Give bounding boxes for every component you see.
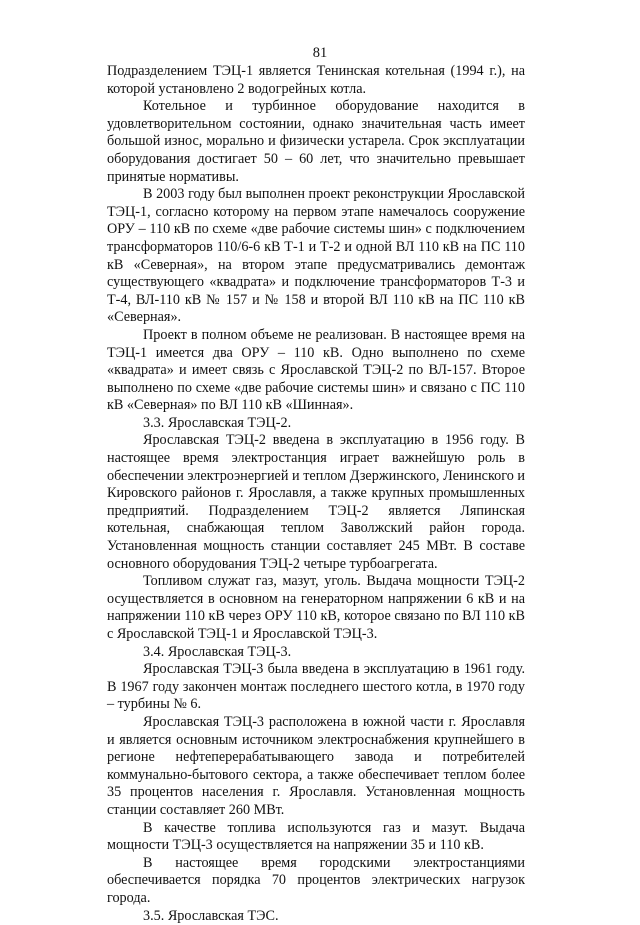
paragraph: Ярославская ТЭЦ-3 расположена в южной части г. Ярославля и является основным источником электроснабжения крупнейшего в регионе нефтеперерабатывающего завода и потребителей коммунально-бытового сектора, а также обеспечивает теплом более 35 процентов населения г. Ярославля. Установленная мощность станции составляет 260 МВт.: [107, 714, 525, 820]
paragraph: Топливом служат газ, мазут, уголь. Выдача мощности ТЭЦ-2 осуществляется в основном на генераторном напряжении 6 кВ и на напряжении 110 кВ через ОРУ 110 кВ, которое связано по ВЛ 110 кВ с Ярославской ТЭЦ-1 и Ярославской ТЭЦ-3.: [107, 573, 525, 643]
paragraph: Ярославская ТЭЦ-3 была введена в эксплуатацию в 1961 году. В 1967 году закончен монтаж последнего шестого котла, в 1970 году – турбины № 6.: [107, 661, 525, 714]
paragraph: Проект в полном объеме не реализован. В настоящее время на ТЭЦ-1 имеется два ОРУ – 110 кВ. Одно выполнено по схеме «квадрата» и имеет связь с Ярославской ТЭЦ-2 по ВЛ-157. Второе выполнено по схеме «две рабочие системы шин» и связано с ПС 110 кВ «Северная» по ВЛ 110 кВ «Шинная».: [107, 327, 525, 415]
section-heading: 3.3. Ярославская ТЭЦ-2.: [107, 415, 525, 433]
section-heading: 3.5. Ярославская ТЭС.: [107, 908, 525, 925]
paragraph: Подразделением ТЭЦ-1 является Тенинская котельная (1994 г.), на которой установлено 2 водогрейных котла.: [107, 63, 525, 98]
paragraph: Ярославская ТЭЦ-2 введена в эксплуатацию в 1956 году. В настоящее время электростанция играет важнейшую роль в обеспечении электроэнергией и теплом Дзержинского, Ленинского и Кировского районов г. Ярославля, а также крупных промышленных предприятий. Подразделением ТЭЦ-2 является Ляпинская котельная, снабжающая теплом Заволжский район города. Установленная мощность станции составляет 245 МВт. В составе основного оборудования ТЭЦ-2 четыре турбоагрегата.: [107, 432, 525, 573]
section-heading: 3.4. Ярославская ТЭЦ-3.: [107, 644, 525, 662]
paragraph: В 2003 году был выполнен проект реконструкции Ярославской ТЭЦ-1, согласно которому на первом этапе намечалось сооружение ОРУ – 110 кВ по схеме «две рабочие системы шин» с подключением трансформаторов 110/6-6 кВ Т-1 и Т-2 и одной ВЛ 110 кВ на ПС 110 кВ «Северная», на втором этапе предусматривались демонтаж существующего «квадрата» и подключение трансформаторов Т-3 и Т-4, ВЛ-110 кВ № 157 и № 158 и второй ВЛ 110 кВ на ПС 110 кВ «Северная».: [107, 186, 525, 327]
page-number: 81: [0, 44, 640, 62]
paragraph: В настоящее время городскими электростанциями обеспечивается порядка 70 процентов электрических нагрузок города.: [107, 855, 525, 908]
paragraph: В качестве топлива используются газ и мазут. Выдача мощности ТЭЦ-3 осуществляется на напряжении 35 и 110 кВ.: [107, 820, 525, 855]
body-text: [107, 63, 525, 925]
paragraph: Котельное и турбинное оборудование находится в удовлетворительном состоянии, однако значительная часть имеет большой износ, морально и физически устарела. Срок эксплуатации оборудования достигает 50 – 60 лет, что значительно превышает принятые нормативы.: [107, 98, 525, 186]
